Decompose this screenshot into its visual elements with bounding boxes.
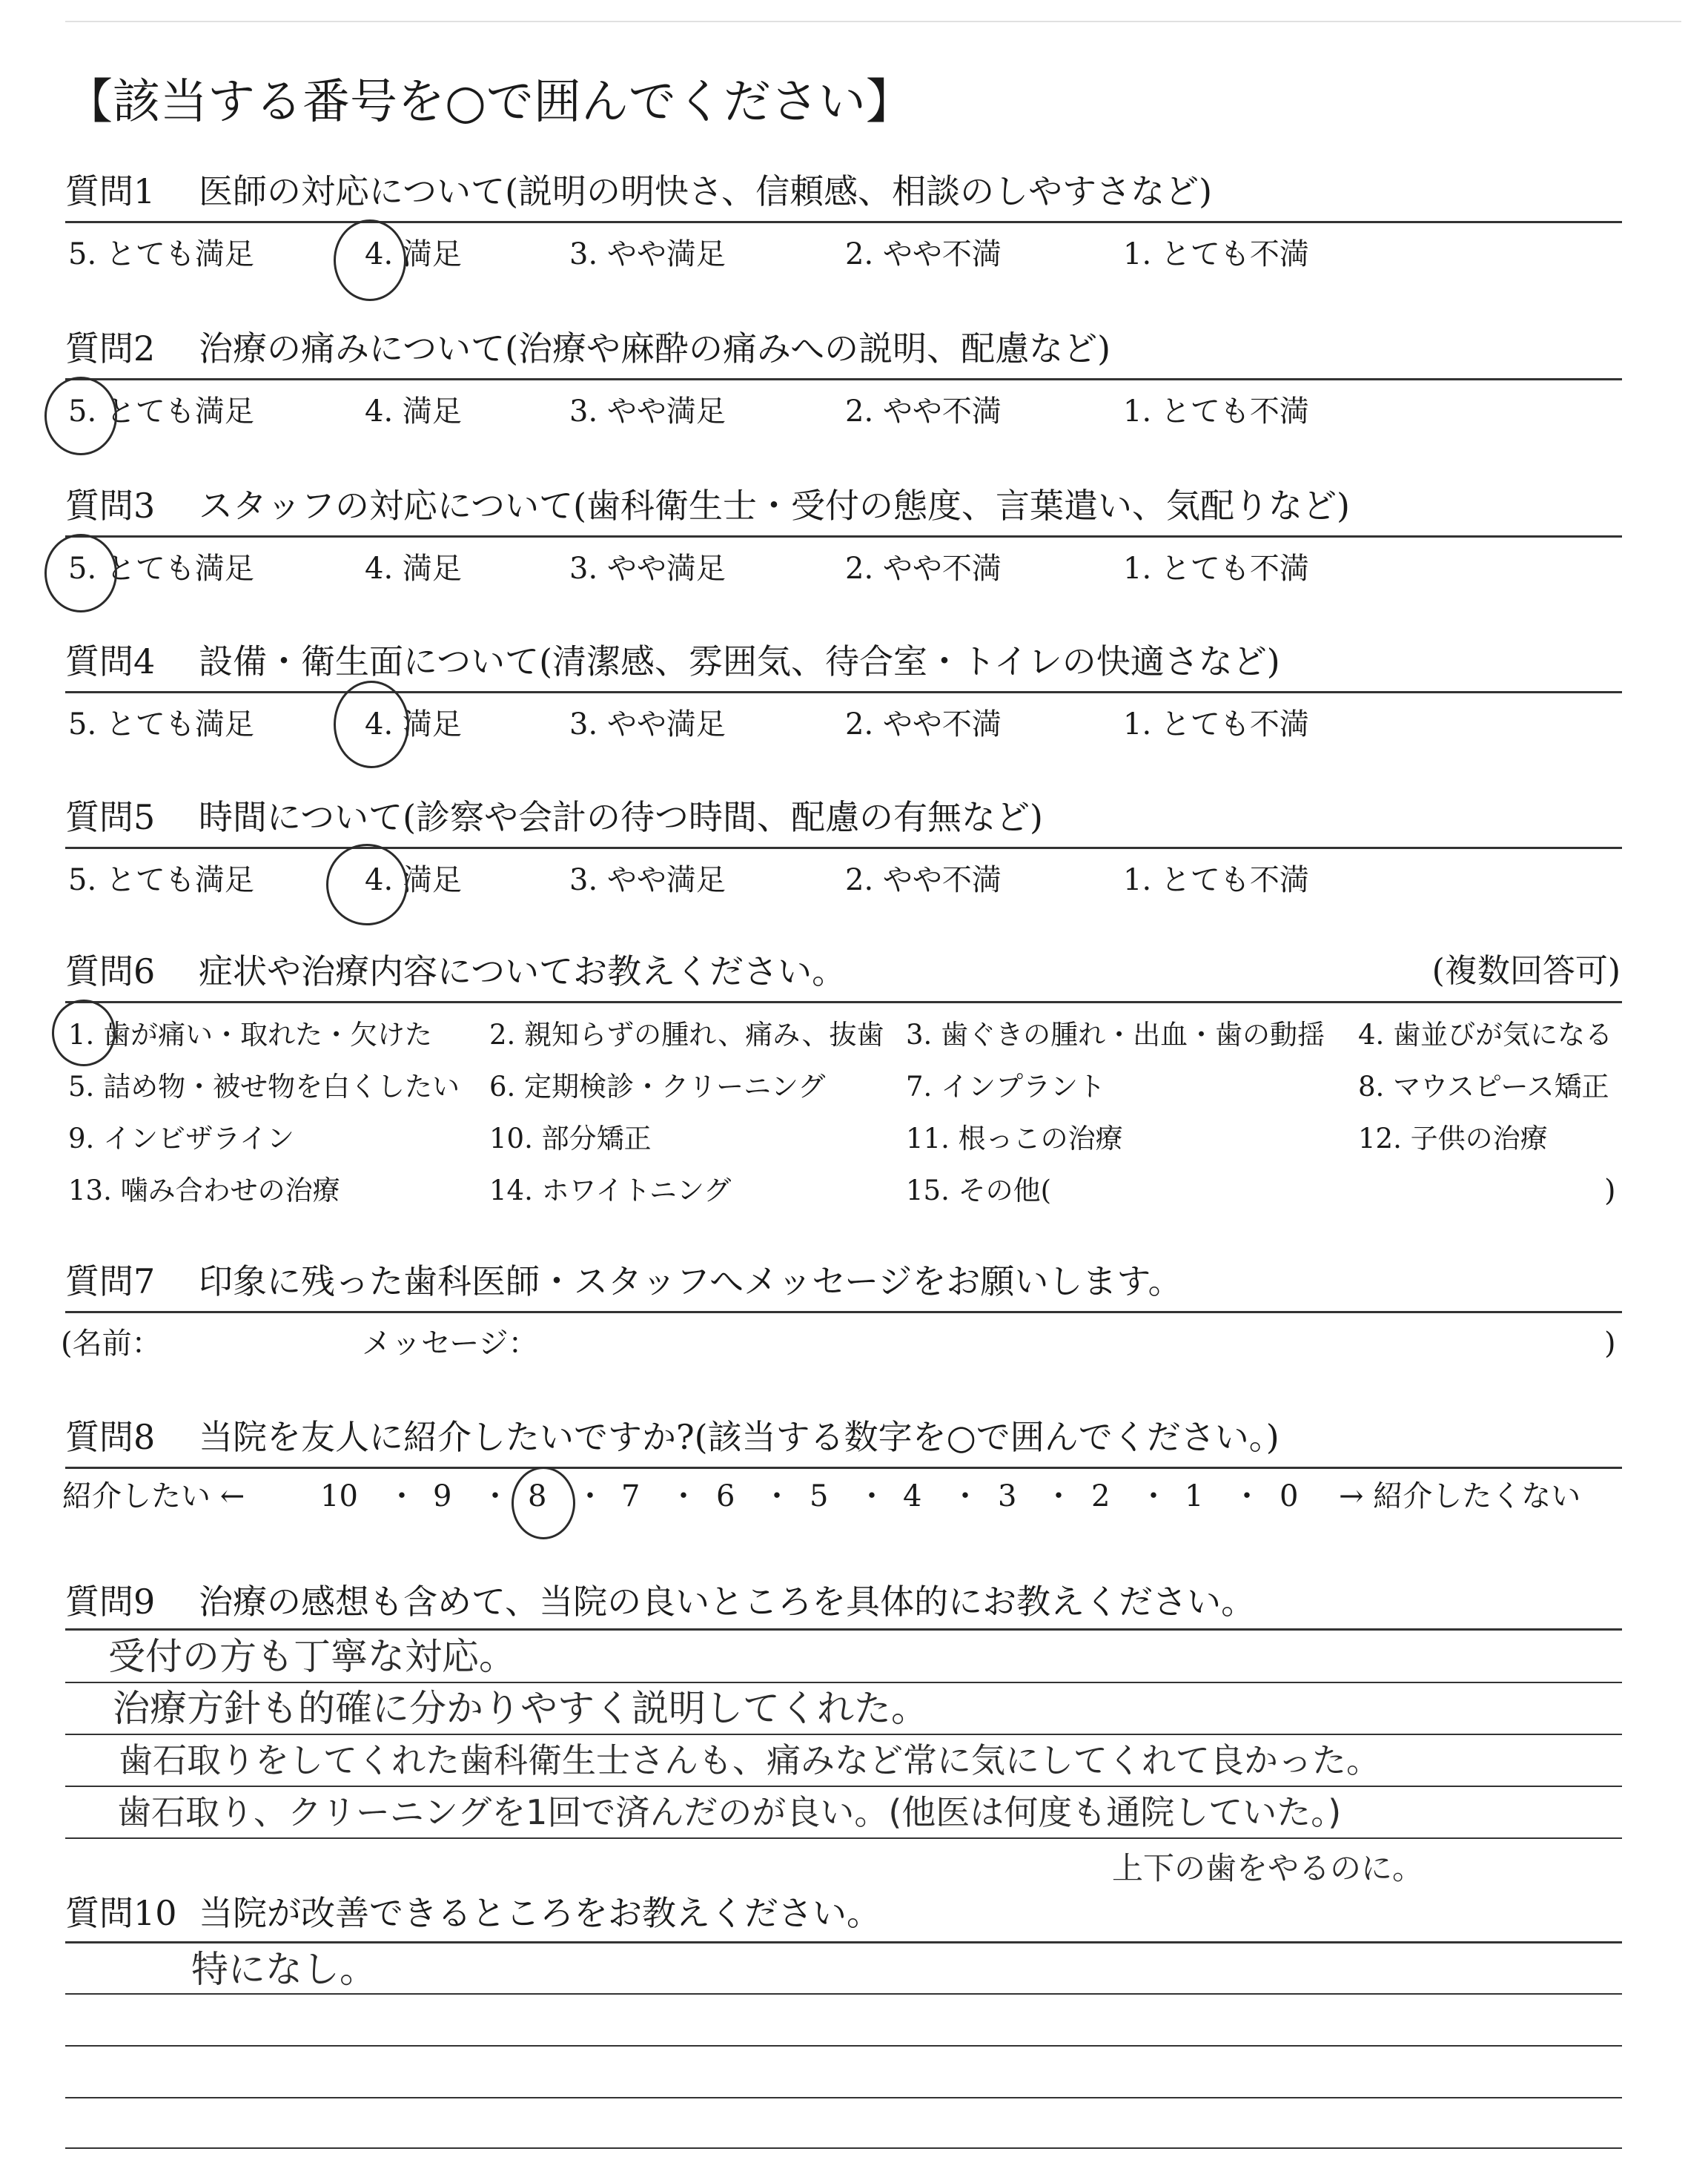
question-5-label: 質問5 <box>65 797 156 837</box>
q8-score-9[interactable]: 9 <box>433 1479 452 1513</box>
q2-option-2[interactable]: 2. やや不満 <box>845 394 1002 429</box>
question-9-rule <box>65 1628 1622 1631</box>
answer-line <box>65 1993 1622 1995</box>
question-6-note: (複数回答可) <box>1431 952 1621 990</box>
q8-dot: ・ <box>1044 1479 1073 1513</box>
question-5 <box>65 793 1043 841</box>
q8-score-5[interactable]: 5 <box>810 1479 829 1513</box>
q1-selection-circle <box>334 219 406 301</box>
q6-option-14[interactable]: 14. ホワイトニング <box>489 1175 732 1206</box>
answer-line <box>65 1734 1622 1735</box>
q7-name-label: (名前： <box>61 1327 162 1361</box>
answer-line <box>65 2147 1622 2149</box>
question-4-rule <box>65 691 1622 693</box>
q8-dot: ・ <box>762 1479 792 1513</box>
top-edge-line <box>65 21 1681 22</box>
q8-score-7[interactable]: 7 <box>621 1479 640 1513</box>
question-2-label: 質問2 <box>65 328 156 369</box>
answer-line <box>65 2045 1622 2047</box>
q5-option-3[interactable]: 3. やや満足 <box>569 863 726 897</box>
q3-option-2[interactable]: 2. やや不満 <box>845 552 1002 586</box>
question-6-text: 症状や治療内容についてお教えください。 <box>199 951 847 991</box>
q8-left-label: 紹介したい ← <box>62 1479 245 1513</box>
question-3-label: 質問3 <box>65 486 156 526</box>
question-8-label: 質問8 <box>65 1417 156 1457</box>
q8-score-6[interactable]: 6 <box>716 1479 735 1513</box>
q5-option-5[interactable]: 5. とても満足 <box>68 863 254 897</box>
question-7-rule <box>65 1311 1622 1313</box>
question-8 <box>65 1413 1280 1461</box>
q6-option-9[interactable]: 9. インビザライン <box>68 1123 294 1155</box>
q2-option-3[interactable]: 3. やや満足 <box>569 394 726 429</box>
question-10-text: 当院が改善できるところをお教えください。 <box>199 1893 881 1933</box>
question-5-text: 時間について(診察や会計の待つ時間、配慮の有無など) <box>199 797 1043 837</box>
q8-dot: ・ <box>480 1479 510 1513</box>
q3-option-3[interactable]: 3. やや満足 <box>569 552 726 586</box>
q6-option-8[interactable]: 8. マウスピース矯正 <box>1358 1071 1609 1103</box>
q4-option-3[interactable]: 3. やや満足 <box>569 707 726 742</box>
q9-answer-line-1: 受付の方も丁寧な対応。 <box>108 1635 516 1678</box>
question-1 <box>65 168 1212 215</box>
answer-line <box>65 1837 1622 1839</box>
q1-option-2[interactable]: 2. やや不満 <box>845 237 1002 271</box>
q6-option-6[interactable]: 6. 定期検診・クリーニング <box>489 1071 826 1103</box>
q8-score-4[interactable]: 4 <box>903 1479 922 1513</box>
q8-dot: ・ <box>1139 1479 1168 1513</box>
q3-option-4[interactable]: 4. 満足 <box>365 552 462 586</box>
answer-line <box>65 2097 1622 2098</box>
question-6 <box>65 948 846 995</box>
q1-option-3[interactable]: 3. やや満足 <box>569 237 726 271</box>
q7-close-paren: ) <box>1604 1327 1616 1361</box>
q9-answer-line-2: 治療方針も的確に分かりやすく説明してくれた。 <box>113 1687 928 1730</box>
q8-score-0[interactable]: 0 <box>1280 1479 1299 1513</box>
question-1-text: 医師の対応について(説明の明快さ、信頼感、相談のしやすさなど) <box>199 171 1213 211</box>
q8-dot: ・ <box>950 1479 980 1513</box>
question-2-rule <box>65 378 1622 380</box>
question-9-label: 質問9 <box>65 1582 156 1622</box>
question-10 <box>65 1889 881 1937</box>
q8-dot: ・ <box>857 1479 887 1513</box>
q3-option-1[interactable]: 1. とても不満 <box>1123 552 1309 586</box>
q5-selection-circle <box>326 844 408 925</box>
q6-option-4[interactable]: 4. 歯並びが気になる <box>1358 1019 1613 1051</box>
q6-option-7[interactable]: 7. インプラント <box>906 1071 1106 1103</box>
q5-option-1[interactable]: 1. とても不満 <box>1123 863 1309 897</box>
answer-line <box>65 1786 1622 1787</box>
question-3-text: スタッフの対応について(歯科衛生士・受付の態度、言葉遣い、気配りなど) <box>199 486 1350 526</box>
q2-option-1[interactable]: 1. とても不満 <box>1123 394 1309 429</box>
q6-selection-circle <box>52 1000 116 1066</box>
q8-dot: ・ <box>387 1479 417 1513</box>
q9-answer-line-3: 歯石取りをしてくれた歯科衛生士さんも、痛みなど常に気にしてくれて良かった。 <box>119 1740 1380 1780</box>
q8-dot: ・ <box>669 1479 698 1513</box>
q4-option-2[interactable]: 2. やや不満 <box>845 707 1002 742</box>
question-10-rule <box>65 1941 1622 1943</box>
q10-answer: 特になし。 <box>191 1948 377 1991</box>
question-6-label: 質問6 <box>65 951 156 991</box>
q1-option-4[interactable]: 4. 満足 <box>365 237 462 271</box>
q9-answer-line-4: 歯石取り、クリーニングを1回で済んだのが良い。(他医は何度も通院していた。) <box>117 1792 1342 1832</box>
form-title: 【該当する番号を○で囲んでください】 <box>65 75 913 130</box>
question-4 <box>65 638 1280 685</box>
q6-option-2[interactable]: 2. 親知らずの腫れ、痛み、抜歯 <box>489 1019 884 1051</box>
q5-option-4[interactable]: 4. 満足 <box>365 863 462 897</box>
question-1-rule <box>65 221 1622 223</box>
question-7-label: 質問7 <box>65 1261 156 1301</box>
question-4-text: 設備・衛生面について(清潔感、雰囲気、待合室・トイレの快適さなど) <box>199 641 1280 681</box>
q8-score-10[interactable]: 10 <box>320 1479 358 1513</box>
question-3-rule <box>65 535 1622 538</box>
question-10-label: 質問10 <box>65 1893 177 1933</box>
question-2-text: 治療の痛みについて(治療や麻酔の痛みへの説明、配慮など) <box>199 328 1111 369</box>
answer-line <box>65 1682 1622 1683</box>
question-8-text: 当院を友人に紹介したいですか?(該当する数字を○で囲んでください。) <box>199 1417 1280 1457</box>
question-7-text: 印象に残った歯科医師・スタッフへメッセージをお願いします。 <box>199 1261 1182 1301</box>
q8-score-3[interactable]: 3 <box>998 1479 1017 1513</box>
q6-option-10[interactable]: 10. 部分矯正 <box>489 1123 652 1155</box>
q8-selection-circle <box>512 1467 575 1539</box>
question-4-label: 質問4 <box>65 641 156 681</box>
q7-message-label: メッセージ： <box>362 1327 538 1361</box>
q6-option-12[interactable]: 12. 子供の治療 <box>1358 1123 1548 1155</box>
q3-option-5[interactable]: 5. とても満足 <box>68 552 254 586</box>
q6-option-5[interactable]: 5. 詰め物・被せ物を白くしたい <box>68 1071 460 1103</box>
q6-option-15[interactable]: 15. その他( <box>906 1175 1052 1206</box>
q5-option-2[interactable]: 2. やや不満 <box>845 863 1002 897</box>
q6-option-11[interactable]: 11. 根っこの治療 <box>906 1123 1123 1155</box>
q4-option-1[interactable]: 1. とても不満 <box>1123 707 1309 742</box>
q1-option-1[interactable]: 1. とても不満 <box>1123 237 1309 271</box>
q8-dot: ・ <box>575 1479 605 1513</box>
q1-option-5[interactable]: 5. とても満足 <box>68 237 254 271</box>
q2-option-5[interactable]: 5. とても満足 <box>68 394 254 429</box>
q8-score-1[interactable]: 1 <box>1185 1479 1204 1513</box>
question-9 <box>65 1578 1255 1625</box>
question-8-rule <box>65 1467 1622 1469</box>
q8-dot: ・ <box>1232 1479 1262 1513</box>
q4-selection-circle <box>334 681 409 768</box>
question-2 <box>65 325 1110 372</box>
q8-score-2[interactable]: 2 <box>1091 1479 1110 1513</box>
q6-option-3[interactable]: 3. 歯ぐきの腫れ・出血・歯の動揺 <box>906 1019 1325 1051</box>
question-3 <box>65 482 1350 529</box>
question-6-rule <box>65 1001 1622 1003</box>
q9-insert-note: 上下の歯をやるのに。 <box>1112 1850 1424 1886</box>
q8-score-8[interactable]: 8 <box>528 1479 547 1513</box>
q4-option-4[interactable]: 4. 満足 <box>365 707 462 742</box>
q6-other-close-paren: ) <box>1604 1174 1616 1208</box>
question-9-text: 治療の感想も含めて、当院の良いところを具体的にお教えください。 <box>199 1582 1256 1622</box>
q6-option-1[interactable]: 1. 歯が痛い・取れた・欠けた <box>68 1019 433 1051</box>
question-7 <box>65 1258 1182 1305</box>
q3-selection-circle <box>44 534 117 612</box>
q4-option-5[interactable]: 5. とても満足 <box>68 707 254 742</box>
q2-selection-circle <box>44 377 117 455</box>
q8-right-label: → 紹介したくない <box>1339 1479 1581 1513</box>
question-5-rule <box>65 847 1622 849</box>
q2-option-4[interactable]: 4. 満足 <box>365 394 462 429</box>
q6-option-13[interactable]: 13. 噛み合わせの治療 <box>68 1175 340 1206</box>
question-1-label: 質問1 <box>65 171 156 211</box>
